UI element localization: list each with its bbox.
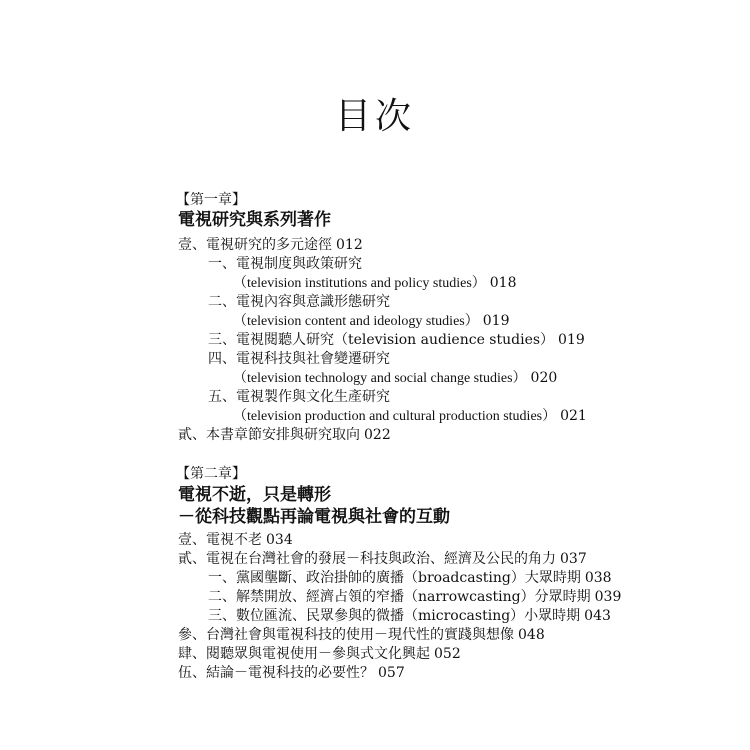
toc-entry-text: 四、電視科技與社會變遷研究 [208,351,390,367]
toc-page-number: 022 [364,427,391,443]
toc-entry [178,664,405,682]
toc-entry-text: 五、電視製作與文化生產研究 [208,389,390,405]
toc-entry-text: 貳、電視在台灣社會的發展－科技與政治、經濟及公民的角力 [178,551,556,567]
page-title: 目次 [334,96,415,137]
toc-entry-text: （television production and cultural production studies） [233,409,557,424]
toc-entry-text: 伍、結論－電視科技的必要性？ [178,665,374,681]
toc-page-number: 034 [266,532,293,548]
toc-page-number: 037 [560,551,587,567]
toc-entry-text: （television content and ideology studies） [233,314,479,329]
toc-entry [208,588,621,606]
toc-entry [208,569,612,587]
chapter-2-subtitle: －從科技觀點再論電視與社會的互動 [178,507,450,527]
toc-page-number: 048 [518,627,545,643]
toc-entry [178,626,545,644]
toc-page-number: 020 [530,370,558,386]
toc-page-number: 039 [594,589,622,605]
chapter-1-title: 電視研究與系列著作 [178,210,331,230]
toc-entry [233,274,517,293]
toc-page-number: 057 [378,665,405,681]
toc-entry-text: 壹、電視不老 [178,532,262,548]
toc-page-number: 052 [434,646,461,662]
toc-entry-text: 二、解禁開放、經濟占領的窄播（narrowcasting）分眾時期 [208,589,591,605]
toc-entry [233,369,557,388]
toc-entry [233,312,509,331]
chapter-2-title: 電視不逝，只是轉形 [178,485,331,505]
toc-entry-text: （television institutions and policy studies） [233,276,486,291]
toc-page-number: 018 [489,275,517,291]
toc-entry-text: 參、台灣社會與電視科技的使用－現代性的實踐與想像 [178,627,514,643]
toc-entry-text: 壹、電視研究的多元途徑 [178,237,332,253]
toc-entry [178,645,461,663]
toc-entry [208,350,390,368]
toc-entry-text: 三、電視閱聽人研究（television audience studies） [208,332,555,348]
toc-page-number: 012 [336,237,363,253]
toc-entry [178,236,363,254]
toc-page-number: 019 [558,332,585,348]
toc-entry [178,531,293,549]
toc-entry-text: 三、數位匯流、民眾參與的微播（microcasting）小眾時期 [208,608,581,624]
toc-entry [208,293,390,311]
toc-page-number: 043 [584,608,611,624]
toc-entry-text: 一、電視制度與政策研究 [208,256,362,272]
toc-entry-text: 肆、閱聽眾與電視使用－參與式文化興起 [178,646,430,662]
toc-entry [208,331,585,349]
toc-entry [208,388,390,406]
toc-entry-text: （television technology and social change studies） [233,371,527,386]
toc-entry [178,426,391,444]
toc-page-number: 021 [560,408,587,424]
toc-entry-text: 貳、本書章節安排與研究取向 [178,427,360,443]
toc-entry-text: 一、黨國壟斷、政治掛帥的廣播（broadcasting）大眾時期 [208,570,581,586]
toc-entry [233,407,587,426]
chapter-2-label: 【第二章】 [176,466,246,482]
chapter-1-label: 【第一章】 [176,192,246,208]
toc-entry [178,550,587,568]
toc-entry-text: 二、電視內容與意識形態研究 [208,294,390,310]
toc-page-number: 038 [584,570,612,586]
toc-entry [208,255,362,273]
toc-entry [208,607,611,625]
toc-page-number: 019 [482,313,510,329]
